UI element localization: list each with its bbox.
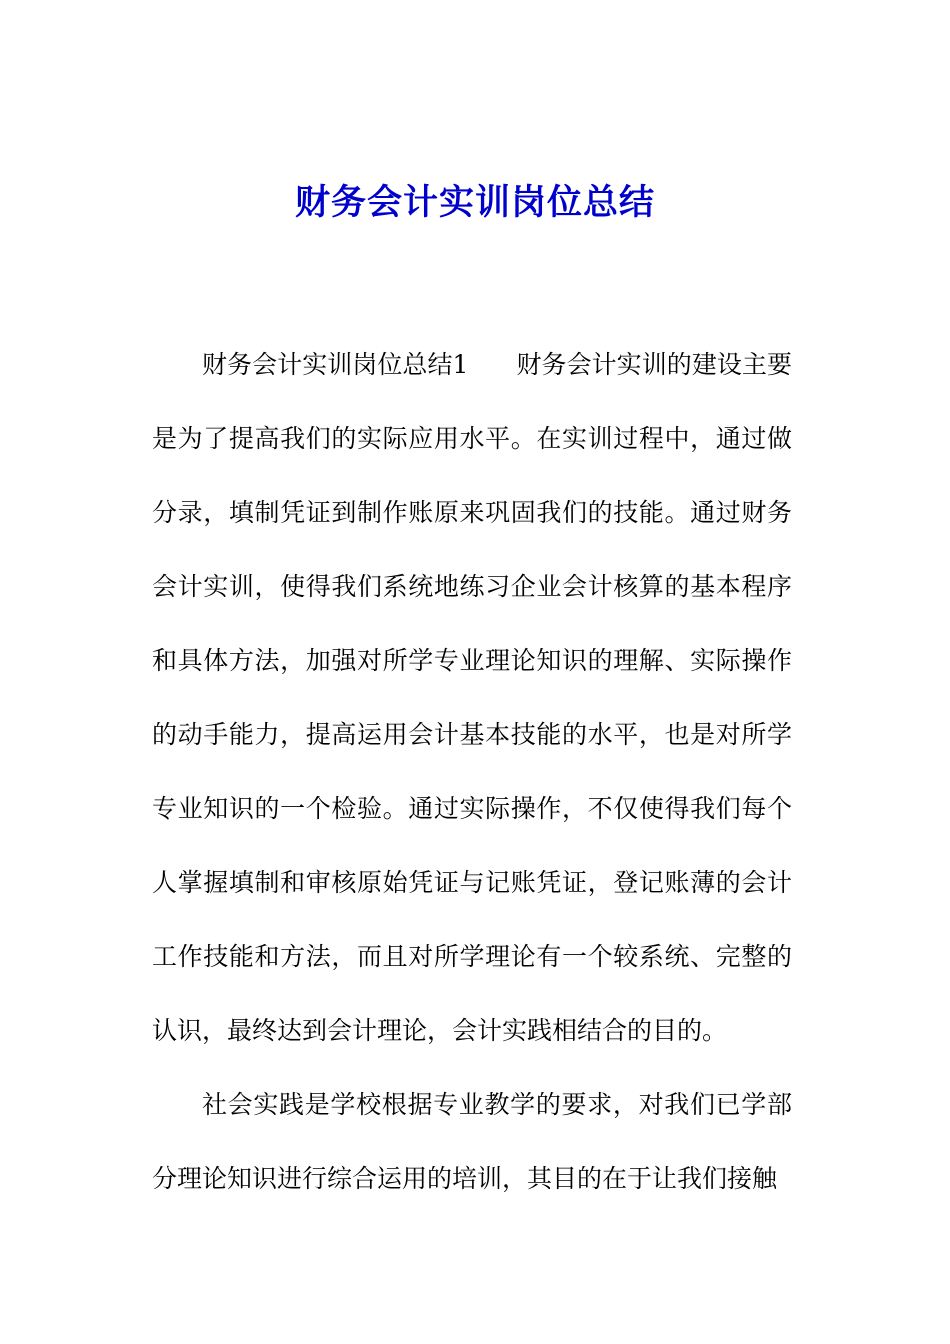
document-title: 财务会计实训岗位总结 xyxy=(294,182,655,223)
section-heading: 财务会计实训岗位总结1 xyxy=(202,350,469,379)
paragraph-1-text: 财务会计实训的建设主要是为了提高我们的实际应用水平。在实训过程中，通过做分录，填制凭证到制作账原来巩固我们的技能。通过财务会计实训，使得我们系统地练习企业会计核算的基本程序和具体方法，加强对所学专业理论知识的理解、实际操作的动手能力，提高运用会计基本技能的水平，也是对所学专业知识的一个检验。通过实际操作，不仅使得我们每个人掌握填制和审核原始凭证与记账凭证，登记账薄的会计工作技能和方法，而且对所学理论有一个较系统、完整的认识，最终达到会计理论，会计实践相结合的目的。 xyxy=(152,350,792,1045)
document-body xyxy=(152,328,792,1216)
paragraph-2 xyxy=(152,1068,792,1216)
paragraph-1 xyxy=(152,328,792,1068)
paragraph-2-text: 社会实践是学校根据专业教学的要求，对我们已学部分理论知识进行综合运用的培训，其目的在于让我们接触 xyxy=(152,1090,792,1193)
